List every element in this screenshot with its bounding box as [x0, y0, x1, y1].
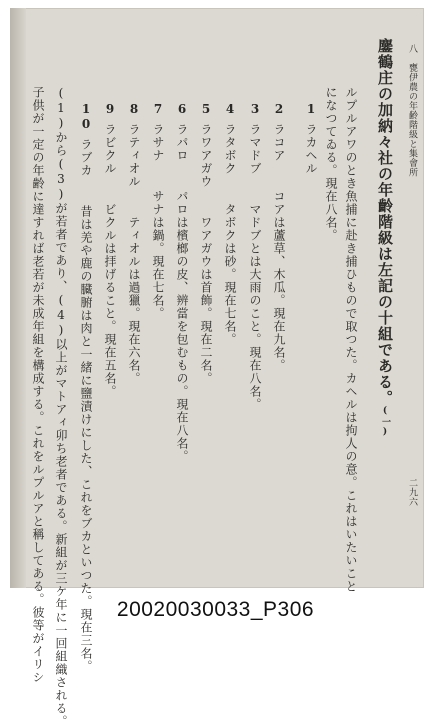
item-name: ラタボク [223, 123, 237, 175]
item-name: ラコア [272, 123, 286, 162]
list-item [198, 102, 215, 385]
section-title-text: 鏖鶴庄の加納々社の年齡階級は左記の十組である。 [376, 38, 394, 406]
list-item [150, 102, 167, 320]
item-number: 5 [199, 102, 213, 117]
item-number: 8 [127, 102, 141, 117]
item-number: 9 [103, 102, 117, 117]
item-description: 昔は羌や鹿の臓腑は肉と一緒に鹽漬けにした、これをブカといつた。現在三名。 [79, 205, 93, 673]
intro-line-2: になつてゐる。現在八名。 [324, 86, 338, 242]
running-header: 八 甕伊農の年齢階級と集會所 [407, 44, 417, 177]
item-description: パロは檳榔の皮、辨當を包むもの。現在八名。 [175, 190, 189, 463]
item-name: ラティオル [127, 123, 141, 188]
list-item [303, 102, 320, 175]
item-description: ワアガウは首飾。現在二名。 [199, 216, 213, 385]
item-description: コアは蘆草、木瓜。現在九名。 [272, 190, 286, 372]
item-name: ラサナ [151, 123, 165, 162]
item-number: 6 [175, 102, 189, 117]
item-description: タボクは砂。現在七名。 [223, 203, 237, 346]
list-item [247, 102, 264, 411]
section-title-note: (一) [380, 406, 390, 438]
item-number: 10 [79, 102, 93, 132]
list-item [126, 102, 143, 385]
item-number: 3 [248, 102, 262, 117]
item-name: ラパロ [175, 123, 189, 162]
list-item [78, 102, 95, 673]
item-description: ティオルは過獵。現在六名。 [127, 216, 141, 385]
intro-line-1: ルプルアワのとき魚捕に赴き捕ひもので取つた。カヘルは拘人の意。これはいたいこと [344, 86, 358, 593]
page-spine [10, 8, 26, 588]
closing-line-2: 子供が一定の年齢に達すれば老若が未成年組を構成する。これをルプルアと稱してある。彼等がイリシ [31, 86, 45, 684]
item-description: ビクルは拝げること。現在五名。 [103, 203, 117, 398]
item-number: 2 [272, 102, 286, 117]
item-number: 7 [151, 102, 165, 117]
item-description: マドブとは大雨のこと。現在八名。 [248, 203, 262, 411]
item-name: ラカヘル [304, 123, 318, 175]
closing-line-1: (1)から(3)が若者であり、(4)以上がマトアィ卯ち老者である。新組が三ケ年に一回組織される。 [54, 86, 68, 728]
list-item [222, 102, 239, 346]
item-name: ラワアガウ [199, 123, 213, 188]
image-caption: 20020030033_P306 [116, 598, 315, 621]
item-name: ラブカ [79, 138, 93, 177]
item-number: 4 [223, 102, 237, 117]
item-name: ラビクル [103, 123, 117, 175]
page-number: 二九六 [407, 478, 417, 507]
list-item [102, 102, 119, 398]
item-number: 1 [304, 102, 318, 117]
item-name: ラマドブ [248, 123, 262, 175]
list-item [174, 102, 191, 463]
section-title [375, 38, 396, 438]
list-item [271, 102, 288, 372]
item-description: サナは鍋。現在七名。 [151, 190, 165, 320]
